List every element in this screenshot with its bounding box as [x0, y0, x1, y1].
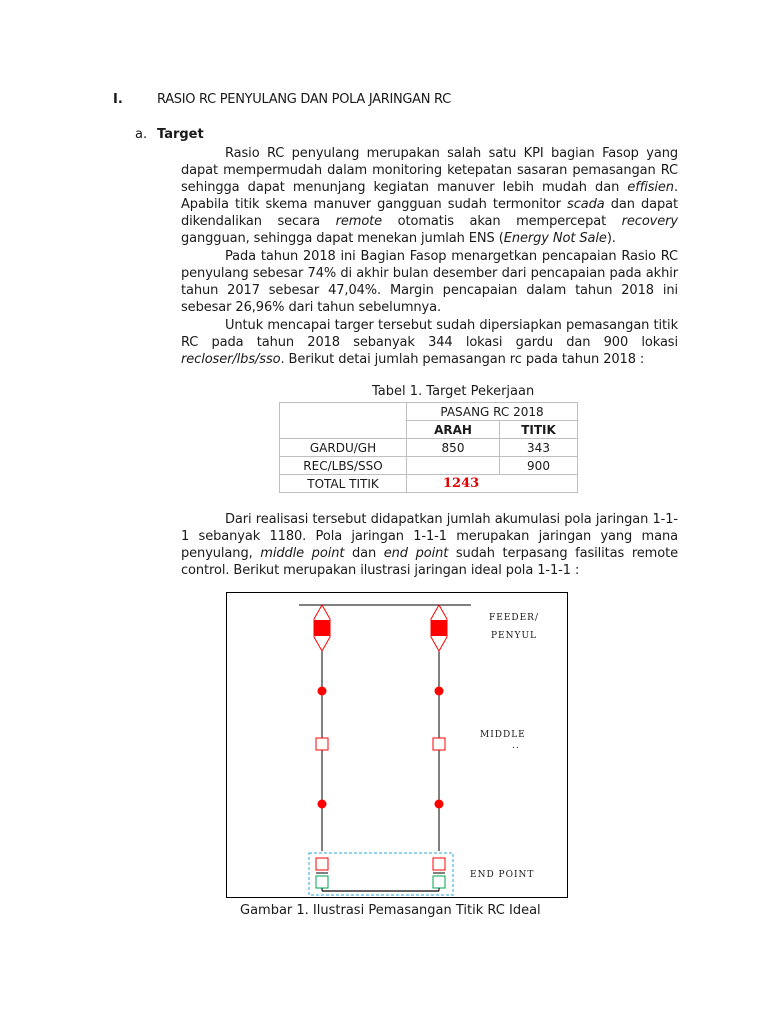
table-corner-cell — [280, 403, 407, 439]
label-middle-point: MIDDLE — [480, 730, 526, 740]
table-cell-titik: 900 — [500, 457, 578, 475]
figure-caption: Gambar 1. Ilustrasi Pemasangan Titik RC Ideal — [240, 903, 541, 918]
table-total-label: TOTAL TITIK — [280, 475, 407, 493]
label-middle-point-2: .. — [512, 741, 520, 751]
table-row — [280, 403, 578, 421]
end-point-rc-right — [433, 858, 445, 870]
section-title: RASIO RC PENYULANG DAN POLA JARINGAN RC — [157, 92, 451, 107]
table-caption: Tabel 1. Target Pekerjaan — [372, 384, 535, 399]
target-table — [279, 402, 578, 493]
pole-dot — [435, 800, 444, 809]
pole-dot — [318, 687, 327, 696]
table-cell-label: REC/LBS/SSO — [280, 457, 407, 475]
label-feeder: FEEDER/ — [489, 613, 539, 623]
label-feeder-2: PENYUL — [491, 631, 538, 641]
table-header-titik: TITIK — [500, 421, 578, 439]
subsection-letter: a. — [135, 127, 148, 142]
middle-point-rc-left — [316, 738, 328, 750]
network-diagram — [226, 592, 568, 898]
middle-point-rc-right — [433, 738, 445, 750]
pole-dot — [318, 800, 327, 809]
end-point-boundary — [309, 853, 453, 895]
end-point-switch-left — [316, 876, 328, 888]
subsection-title: Target — [157, 127, 204, 142]
feeder-right — [431, 605, 447, 888]
paragraph-preparation: Untuk mencapai targer tersebut sudah dipersiapkan pemasangan titik RC pada tahun 2018 sebanyak 344 lokasi gardu dan 900 lokasi recloser/lbs/sso. Berikut detai jumlah pemasangan rc pada tahun 2018 : — [181, 318, 678, 367]
paragraph-target-intro: Rasio RC penyulang merupakan salah satu KPI bagian Fasop yang dapat mempermudah dalam monitoring ketepatan sasaran pemasangan RC sehingga dapat menunjang kegiatan manuver lebih mudah dan effisien. Apabila titik skema manuver gangguan sudah termonitor scada dan dapat dikendalikan secara remote otomatis akan mempercepat recovery gangguan, sehingga dapat menekan jumlah ENS (Energy Not Sale). — [181, 146, 679, 246]
feeder-left — [314, 605, 330, 888]
paragraph-target-2018: Pada tahun 2018 ini Bagian Fasop menargetkan pencapaian Rasio RC penyulang sebesar 74% di akhir bulan desember dari pencapaian pada akhir tahun 2017 sebesar 47,04%. Margin pencapaian dalam tahun 2018 ini sebesar 26,96% dari tahun sebelumnya. — [181, 249, 678, 315]
table-cell-label: GARDU/GH — [280, 439, 407, 457]
table-header-arah: ARAH — [407, 421, 500, 439]
feeder-rc-left — [314, 620, 330, 636]
label-end-point: END POINT — [470, 870, 535, 880]
table-row — [280, 457, 578, 475]
feeder-rc-right — [431, 620, 447, 636]
pole-dot — [435, 687, 444, 696]
end-point-rc-left — [316, 858, 328, 870]
table-row — [280, 475, 578, 493]
table-total-value: 1243 — [407, 475, 578, 493]
table-group-header: PASANG RC 2018 — [407, 403, 578, 421]
paragraph-realization: Dari realisasi tersebut didapatkan jumlah akumulasi pola jaringan 1-1-1 sebanyak 1180. Pola jaringan 1-1-1 merupakan jaringan yang mana penyulang, middle point dan end point sudah terpasang fasilitas remote control. Berikut merupakan ilustrasi jaringan ideal pola 1-1-1 : — [181, 512, 678, 578]
section-number: I. — [113, 92, 123, 107]
table-row — [280, 439, 578, 457]
table-cell-arah: 850 — [407, 439, 500, 457]
table-cell-arah — [407, 457, 500, 475]
end-point-switch-right — [433, 876, 445, 888]
table-cell-titik: 343 — [500, 439, 578, 457]
